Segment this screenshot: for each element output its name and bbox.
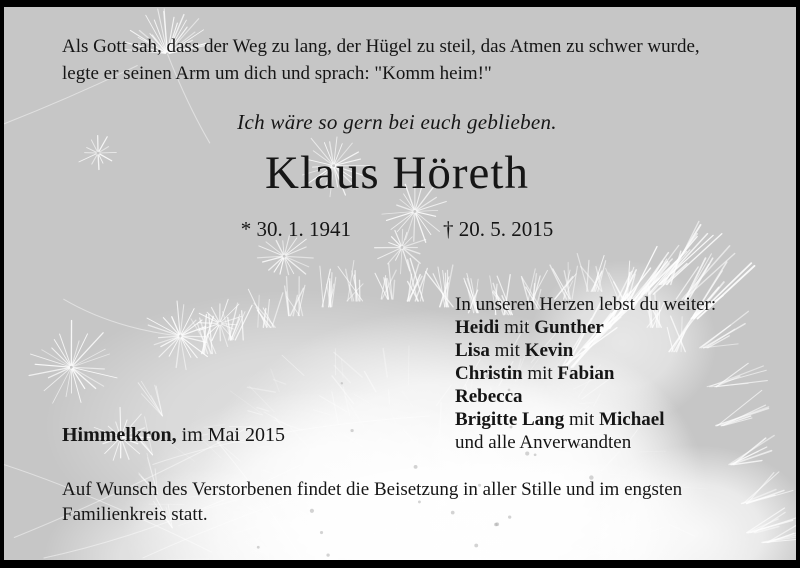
mourning-list <box>455 293 716 454</box>
mourner-row: Lisa mit Kevin <box>455 340 574 361</box>
mourning-intro: In unseren Herzen lebst du weiter: <box>455 294 717 315</box>
birth-date: * 30. 1. 1941 <box>240 217 351 241</box>
place: Himmelkron, <box>62 424 177 446</box>
death-date: † 20. 5. 2015 <box>443 217 554 241</box>
closing-note-line1: Auf Wunsch des Verstorbenen findet die Beisetzung in aller Stille und im engsten <box>62 479 683 500</box>
opening-quote-line2: legte er seinen Arm um dich und sprach: "Komm heim!" <box>62 63 492 84</box>
farewell-line: Ich wäre so gern bei euch geblieben. <box>237 110 557 134</box>
mourner-row: Rebecca <box>455 386 523 407</box>
closing-note-line2: Familienkreis statt. <box>62 504 208 525</box>
deceased-name: Klaus Höreth <box>265 147 529 199</box>
month-year: im Mai 2015 <box>176 424 285 446</box>
opening-quote-line1: Als Gott sah, dass der Weg zu lang, der Hügel zu steil, das Atmen zu schwer wurde, <box>62 36 700 57</box>
mourning-outro: und alle Anverwandten <box>455 432 632 453</box>
place-and-date <box>62 424 285 447</box>
opening-quote <box>62 33 700 87</box>
closing-note <box>62 477 682 527</box>
mourner-row: Brigitte Lang mit Michael <box>455 409 665 430</box>
mourner-row: Heidi mit Gunther <box>455 317 604 338</box>
mourner-row: Christin mit Fabian <box>455 363 615 384</box>
life-dates <box>4 217 790 242</box>
